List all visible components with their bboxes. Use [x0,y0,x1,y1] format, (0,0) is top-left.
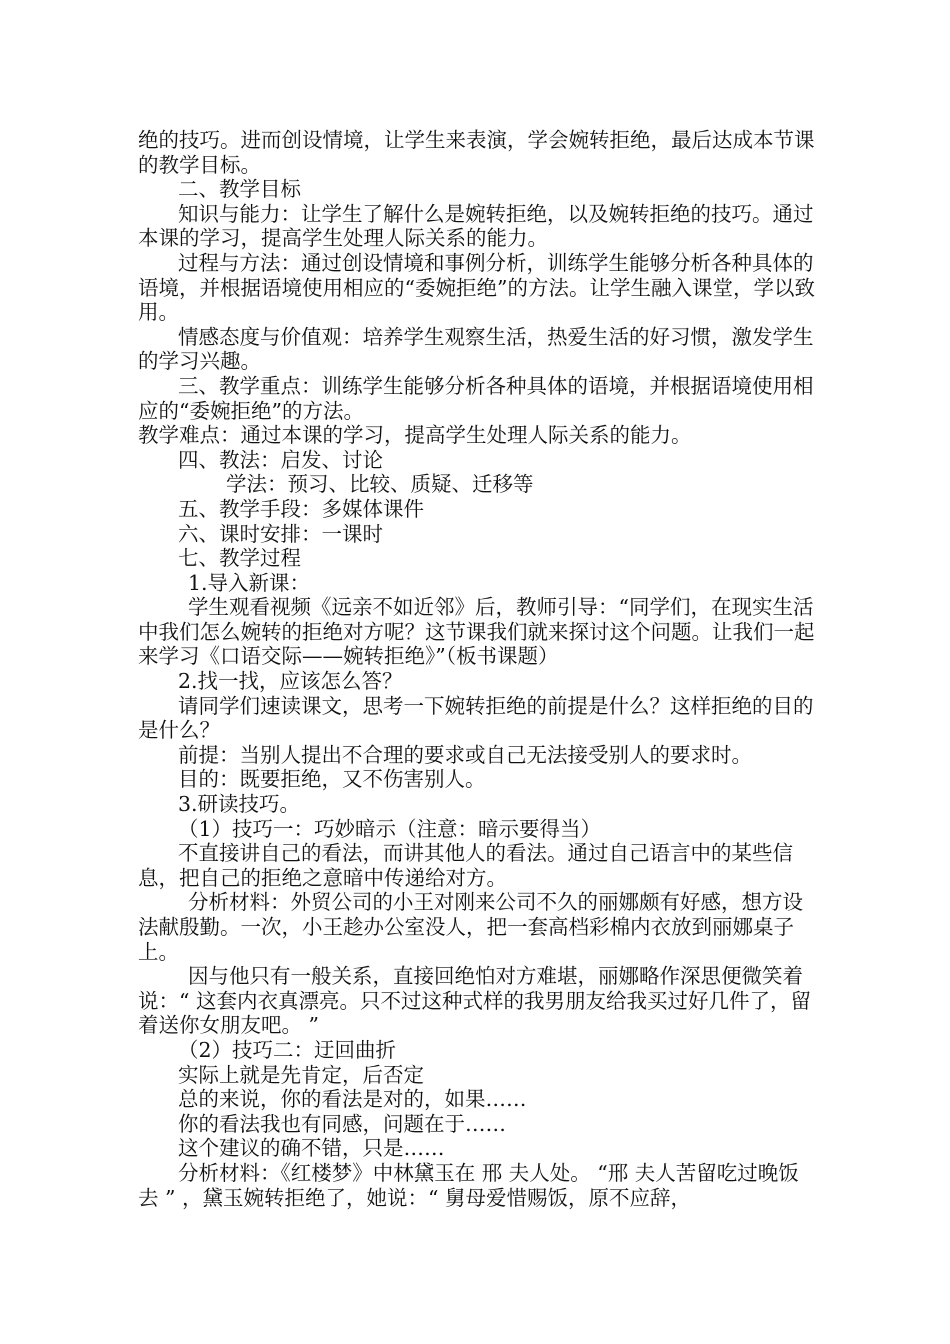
paragraph-phrase-one: 总的来说，你的看法是对的，如果…… [178,1087,527,1112]
paragraph-intro-continuation: 绝的技巧。进而创设情境，让学生来表演，学会婉转拒绝，最后达成本节课的教学目标。 [138,128,815,177]
paragraph-premise: 前提：当别人提出不合理的要求或自己无法接受别人的要求时。 [178,742,752,767]
heading-find-answer: 2.找一找，应该怎么答？ [178,669,403,694]
paragraph-case-material-one: 分析材料：外贸公司的小王对刚来公司不久的丽娜颇有好感，想方设法献殷勤。一次，小王趁办公室没人，把一套高档彩棉内衣放到丽娜桌子上。 [138,890,803,964]
paragraph-learning-method: 学法：预习、比较、质疑、迁移等 [226,472,534,497]
heading-skill-two: （2）技巧二：迂回曲折 [178,1037,397,1062]
heading-skill-one: （1）技巧一：巧妙暗示（注意：暗示要得当） [178,816,602,841]
paragraph-case-response-one: 因与他只有一般关系，直接回绝怕对方难堪，丽娜略作深思便微笑着说：“ 这套内衣真漂亮。只不过这种式样的我男朋友给我买过好几件了，留着送你女朋友吧。 ” [138,964,811,1038]
paragraph-key-points: 三、教学重点：训练学生能够分析各种具体的语境，并根据语境使用相应的“委婉拒绝”的方法。 [138,373,814,423]
paragraph-video-intro: 学生观看视频《远亲不如近邻》后，教师引导：“同学们，在现实生活中我们怎么婉转的拒绝对方呢？这节课我们就来探讨这个问题。让我们一起来学习《口语交际——婉转拒绝》”（板书课题） [138,595,815,669]
paragraph-class-hours: 六、课时安排：一课时 [178,521,383,546]
paragraph-emotion-values: 情感态度与价值观：培养学生观察生活，热爱生活的好习惯，激发学生的学习兴趣。 [138,324,814,374]
paragraph-skill-two-desc: 实际上就是先肯定，后否定 [178,1062,424,1087]
paragraph-teaching-method: 四、教法：启发、讨论 [178,447,383,472]
heading-teaching-process: 七、教学过程 [178,546,301,571]
paragraph-process-method: 过程与方法：通过创设情境和事例分析，训练学生能够分析各种具体的语境，并根据语境使用相应的“委婉拒绝”的方法。让学生融入课堂，学以致用。 [138,250,815,325]
paragraph-teaching-means: 五、教学手段：多媒体课件 [178,496,424,521]
paragraph-case-material-two: 分析材料：《红楼梦》中林黛玉在 邢 夫人处。 “邢 夫人苦留吃过晚饭去 ” ，黛玉婉转拒绝了，她说：“ 舅母爱惜赐饭，原不应辞， [138,1160,799,1210]
paragraph-knowledge-ability: 知识与能力：让学生了解什么是婉转拒绝，以及婉转拒绝的技巧。通过本课的学习，提高学生处理人际关系的能力。 [138,201,814,251]
heading-teaching-goals: 二、教学目标 [178,177,301,202]
paragraph-phrase-two: 你的看法我也有同感，问题在于…… [178,1111,506,1136]
heading-intro-new-lesson: 1.导入新课： [188,570,311,595]
paragraph-difficult-points: 教学难点：通过本课的学习，提高学生处理人际关系的能力。 [138,423,692,448]
paragraph-phrase-three: 这个建议的确不错，只是…… [178,1136,445,1161]
paragraph-skill-one-desc: 不直接讲自己的看法，而讲其他人的看法。通过自己语言中的某些信息，把自己的拒绝之意暗中传递给对方。 [138,841,793,890]
paragraph-purpose: 目的：既要拒绝，又不伤害别人。 [178,767,486,792]
document-body [138,128,818,1210]
paragraph-speed-read: 请同学们速读课文，思考一下婉转拒绝的前提是什么？这样拒绝的目的是什么？ [138,693,814,743]
heading-study-skills: 3.研读技巧。 [178,792,301,817]
